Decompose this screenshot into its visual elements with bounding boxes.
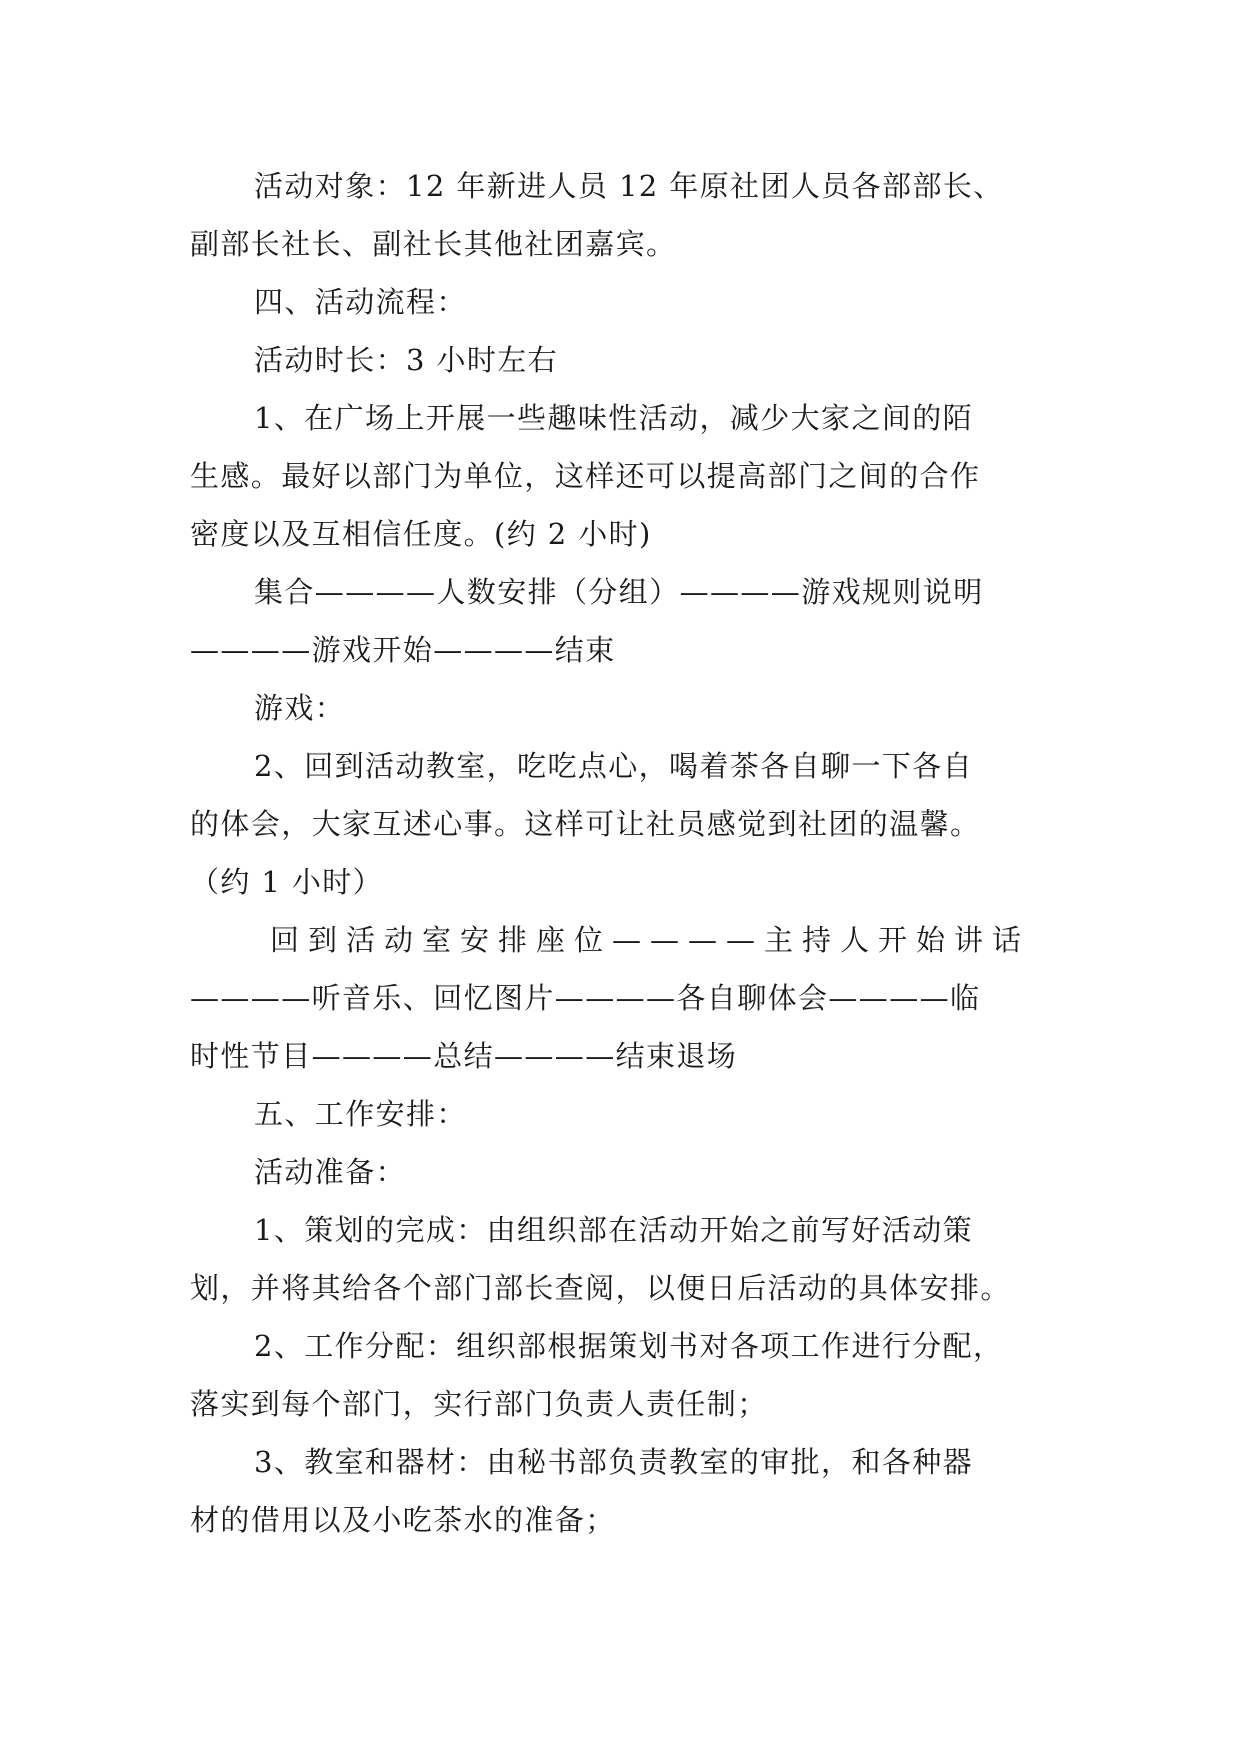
paragraph-games: 游戏： xyxy=(254,691,346,725)
section-heading-work: 五、工作安排： xyxy=(254,1097,467,1131)
paragraph-item-2-cont-a: 的体会，大家互述心事。这样可让社员感觉到社团的温馨。 xyxy=(190,807,981,841)
document-body xyxy=(190,157,1050,1549)
paragraph-prep-item-3: 3、教室和器材：由秘书部负责教室的审批，和各种器 xyxy=(254,1445,974,1479)
flow-line-1-cont: ————游戏开始————结束 xyxy=(190,633,616,667)
paragraph-preparation: 活动准备： xyxy=(254,1155,407,1189)
paragraph-prep-item-2: 2、工作分配：组织部根据策划书对各项工作进行分配， xyxy=(254,1329,1004,1363)
paragraph-duration: 活动时长：3 小时左右 xyxy=(254,343,559,377)
flow-line-2-cont-a: ————听音乐、回忆图片————各自聊体会————临 xyxy=(190,981,981,1015)
paragraph-item-2: 2、回到活动教室，吃吃点心，喝着茶各自聊一下各自 xyxy=(254,749,974,783)
paragraph-prep-item-3-cont: 材的借用以及小吃茶水的准备； xyxy=(190,1503,616,1537)
paragraph-prep-item-1-cont: 划，并将其给各个部门部长查阅，以便日后活动的具体安排。 xyxy=(190,1271,1011,1305)
flow-line-1: 集合————人数安排（分组）————游戏规则说明 xyxy=(254,575,984,609)
paragraph-activity-targets: 活动对象：12 年新进人员 12 年原社团人员各部部长、 xyxy=(254,169,1004,203)
paragraph-prep-item-2-cont: 落实到每个部门，实行部门负责人责任制； xyxy=(190,1387,768,1421)
flow-line-2: 回到活动室安排座位————主持人开始讲话 xyxy=(270,923,1031,957)
paragraph-item-1: 1、在广场上开展一些趣味性活动，减少大家之间的陌 xyxy=(254,401,974,435)
paragraph-activity-targets-cont: 副部长社长、副社长其他社团嘉宾。 xyxy=(190,227,677,261)
section-heading-flow: 四、活动流程： xyxy=(254,285,467,319)
paragraph-item-1-cont-b: 密度以及互相信任度。(约 2 小时) xyxy=(190,517,652,551)
paragraph-item-2-cont-b: （约 1 小时） xyxy=(190,865,384,899)
paragraph-item-1-cont-a: 生感。最好以部门为单位，这样还可以提高部门之间的合作 xyxy=(190,459,981,493)
flow-line-2-cont-b: 时性节目————总结————结束退场 xyxy=(190,1039,738,1073)
paragraph-prep-item-1: 1、策划的完成：由组织部在活动开始之前写好活动策 xyxy=(254,1213,974,1247)
